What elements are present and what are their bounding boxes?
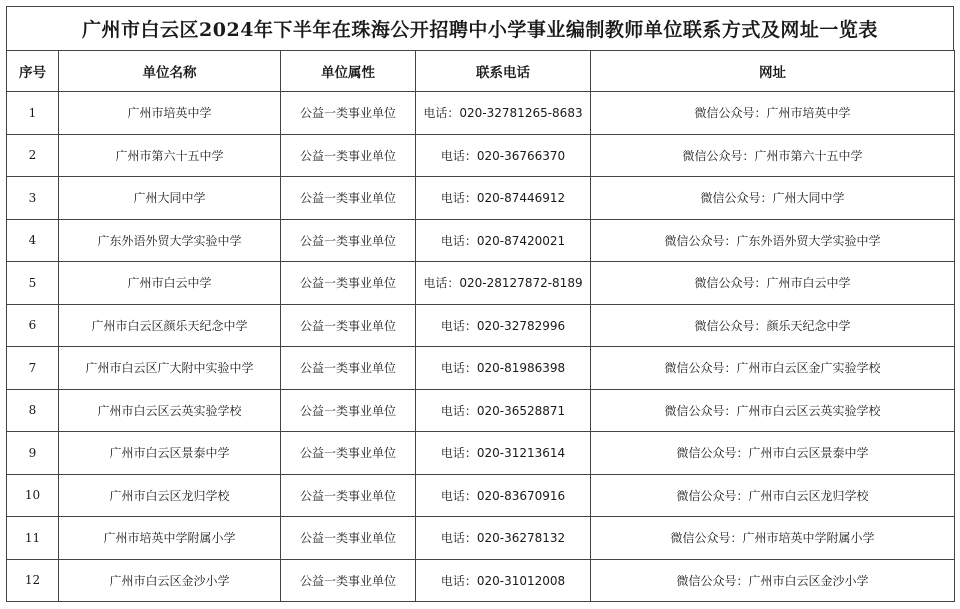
table-row bbox=[7, 219, 955, 262]
table-row bbox=[7, 559, 955, 602]
cell-index: 12 bbox=[7, 559, 59, 602]
cell-phone: 电话：020-83670916 bbox=[416, 474, 591, 517]
header-unit-name: 单位名称 bbox=[59, 51, 281, 92]
cell-index: 2 bbox=[7, 134, 59, 177]
cell-website: 微信公众号：广州市白云区龙归学校 bbox=[591, 474, 955, 517]
header-website: 网址 bbox=[591, 51, 955, 92]
header-unit-type: 单位属性 bbox=[281, 51, 416, 92]
cell-unit-type: 公益一类事业单位 bbox=[281, 134, 416, 177]
cell-phone: 电话：020-36528871 bbox=[416, 389, 591, 432]
cell-phone: 电话：020-31213614 bbox=[416, 432, 591, 475]
cell-index: 5 bbox=[7, 262, 59, 305]
cell-unit-name: 广州市第六十五中学 bbox=[59, 134, 281, 177]
table-row bbox=[7, 92, 955, 135]
cell-unit-type: 公益一类事业单位 bbox=[281, 559, 416, 602]
table-row bbox=[7, 134, 955, 177]
cell-unit-type: 公益一类事业单位 bbox=[281, 389, 416, 432]
cell-unit-name: 广州市白云中学 bbox=[59, 262, 281, 305]
cell-unit-name: 广州市白云区云英实验学校 bbox=[59, 389, 281, 432]
cell-phone: 电话：020-87446912 bbox=[416, 177, 591, 220]
cell-website: 微信公众号：广州市白云中学 bbox=[591, 262, 955, 305]
table-row bbox=[7, 389, 955, 432]
cell-website: 微信公众号：广州市白云区金广实验学校 bbox=[591, 347, 955, 390]
cell-website: 微信公众号：广州大同中学 bbox=[591, 177, 955, 220]
table-header-row bbox=[7, 51, 955, 92]
cell-website: 微信公众号：广州市白云区金沙小学 bbox=[591, 559, 955, 602]
cell-unit-type: 公益一类事业单位 bbox=[281, 92, 416, 135]
cell-unit-name: 广州大同中学 bbox=[59, 177, 281, 220]
cell-index: 7 bbox=[7, 347, 59, 390]
table-row bbox=[7, 304, 955, 347]
cell-website: 微信公众号：广州市第六十五中学 bbox=[591, 134, 955, 177]
cell-phone: 电话：020-81986398 bbox=[416, 347, 591, 390]
cell-phone: 电话：020-28127872-8189 bbox=[416, 262, 591, 305]
cell-phone: 电话：020-87420021 bbox=[416, 219, 591, 262]
cell-index: 10 bbox=[7, 474, 59, 517]
cell-unit-name: 广州市培英中学附属小学 bbox=[59, 517, 281, 560]
page-title: 广州市白云区2024年下半年在珠海公开招聘中小学事业编制教师单位联系方式及网址一览表 bbox=[6, 6, 954, 50]
cell-index: 1 bbox=[7, 92, 59, 135]
cell-website: 微信公众号：广东外语外贸大学实验中学 bbox=[591, 219, 955, 262]
cell-unit-type: 公益一类事业单位 bbox=[281, 347, 416, 390]
cell-unit-type: 公益一类事业单位 bbox=[281, 262, 416, 305]
cell-unit-name: 广州市白云区龙归学校 bbox=[59, 474, 281, 517]
cell-unit-type: 公益一类事业单位 bbox=[281, 304, 416, 347]
cell-index: 9 bbox=[7, 432, 59, 475]
cell-website: 微信公众号：广州市白云区景泰中学 bbox=[591, 432, 955, 475]
cell-phone: 电话：020-32781265-8683 bbox=[416, 92, 591, 135]
cell-phone: 电话：020-32782996 bbox=[416, 304, 591, 347]
cell-website: 微信公众号：广州市培英中学附属小学 bbox=[591, 517, 955, 560]
cell-unit-name: 广东外语外贸大学实验中学 bbox=[59, 219, 281, 262]
header-index: 序号 bbox=[7, 51, 59, 92]
cell-phone: 电话：020-36278132 bbox=[416, 517, 591, 560]
table-row bbox=[7, 432, 955, 475]
table-body bbox=[7, 92, 955, 602]
contact-table bbox=[6, 50, 955, 602]
cell-unit-name: 广州市白云区金沙小学 bbox=[59, 559, 281, 602]
cell-unit-type: 公益一类事业单位 bbox=[281, 432, 416, 475]
cell-unit-type: 公益一类事业单位 bbox=[281, 474, 416, 517]
header-phone: 联系电话 bbox=[416, 51, 591, 92]
cell-unit-name: 广州市白云区颜乐天纪念中学 bbox=[59, 304, 281, 347]
table-row bbox=[7, 177, 955, 220]
cell-index: 3 bbox=[7, 177, 59, 220]
table-row bbox=[7, 517, 955, 560]
cell-website: 微信公众号：颜乐天纪念中学 bbox=[591, 304, 955, 347]
cell-unit-type: 公益一类事业单位 bbox=[281, 219, 416, 262]
cell-unit-type: 公益一类事业单位 bbox=[281, 177, 416, 220]
cell-unit-name: 广州市白云区广大附中实验中学 bbox=[59, 347, 281, 390]
cell-unit-type: 公益一类事业单位 bbox=[281, 517, 416, 560]
cell-index: 11 bbox=[7, 517, 59, 560]
table-row bbox=[7, 474, 955, 517]
cell-phone: 电话：020-36766370 bbox=[416, 134, 591, 177]
cell-website: 微信公众号：广州市白云区云英实验学校 bbox=[591, 389, 955, 432]
table-row bbox=[7, 262, 955, 305]
table-row bbox=[7, 347, 955, 390]
cell-unit-name: 广州市白云区景泰中学 bbox=[59, 432, 281, 475]
cell-index: 4 bbox=[7, 219, 59, 262]
cell-index: 8 bbox=[7, 389, 59, 432]
cell-phone: 电话：020-31012008 bbox=[416, 559, 591, 602]
cell-unit-name: 广州市培英中学 bbox=[59, 92, 281, 135]
cell-index: 6 bbox=[7, 304, 59, 347]
cell-website: 微信公众号：广州市培英中学 bbox=[591, 92, 955, 135]
